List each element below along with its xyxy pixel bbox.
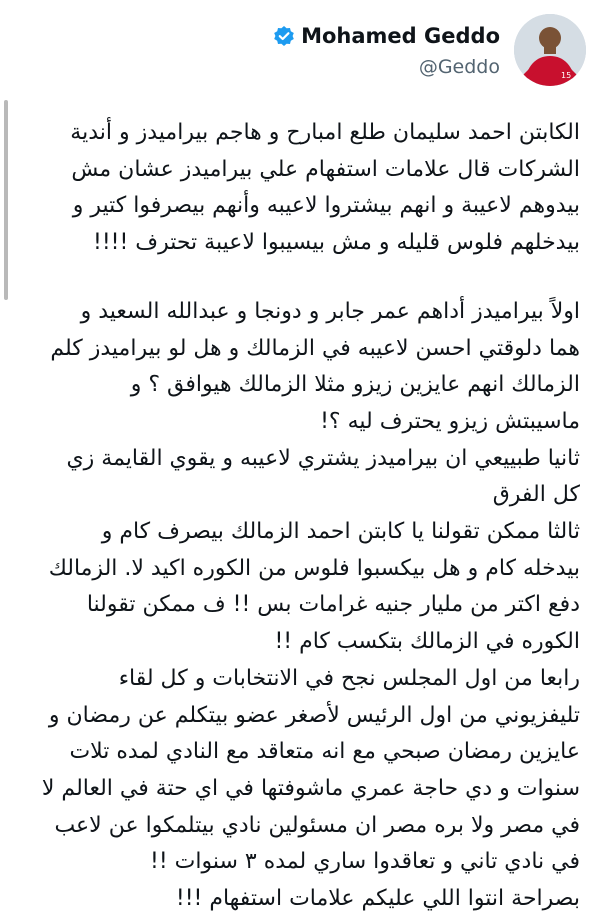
verified-badge-icon [273,25,295,47]
tweet-line: الشركات قال علامات استفهام علي بيراميدز عشان مش [71,156,580,182]
tweet-line: في نادي تاني و تعاقدوا ساري لمده ٣ سنوات !! [150,849,580,875]
player-avatar-icon [514,14,586,86]
tweet-line: هما دلوقتي احسن لاعيبه في الزمالك و هل لو بيراميدز كلم [50,335,580,361]
tweet-line: الزمالك انهم عايزين زيزو مثلا الزمالك هيوافق ؟ و [130,372,580,398]
author-avatar[interactable] [514,14,586,86]
tweet-line: الكابتن احمد سليمان طلع امبارح و هاجم بيراميدز و أندية [70,120,580,145]
paragraph-gap [20,262,580,294]
tweet-text [20,115,580,918]
tweet-line: دفع اكتر من مليار جنيه غرامات بس !! ف ممكن تقولنا [86,592,580,618]
author-name[interactable]: Mohamed Geddo [301,24,500,48]
tweet-line: عايزين رمضان صبحي مع انه متعاقد مع النادي لمده تلات [69,739,580,765]
tweet-line: بصراحة انتوا اللي عليكم علامات استفهام !!! [175,886,580,912]
tweet-line: الكوره في الزمالك بتكسب كام !! [274,629,580,655]
tweet-line: في مصر ولا بره مصر ان مسئولين نادي بيتلمكوا عن لاعب [54,812,580,838]
tweet-line: ماسيبتش زيزو يحترف ليه ؟! [320,408,580,434]
tweet-line: بيدخلهم فلوس قليله و مش بيسيبوا لاعيبة تحترف !!!! [93,230,580,256]
tweet-line: تليفزيوني من اول الرئيس لأصغر عضو بيتكلم عن رمضان و [48,702,580,728]
scrollbar[interactable] [4,100,8,300]
tweet-line: رابعا من اول المجلس نجح في الانتخابات و كل لقاء [118,665,580,691]
tweet-line: ثانيا طبييعي ان بيراميدز يشتري لاعيبه و يقوي القايمة زي [66,445,580,471]
tweet-line: سنوات و دي حاجة عمري ماشوفتها في اي حتة في العالم لا [41,775,580,801]
tweet-line: ثالثا ممكن تقولنا يا كابتن احمد الزمالك بيصرف كام و [101,519,580,545]
author-name-row [273,24,500,48]
jersey-number: 15 [561,71,572,80]
tweet-line: كل الفرق [492,482,580,508]
tweet-line: بيدوهم لاعيبة و انهم بيشتروا لاعيبه وأنهم بيصرفوا كتير و [72,193,580,219]
author-handle[interactable]: @Geddo [418,56,500,78]
tweet-header [0,0,600,100]
tweet-line: اولاً بيراميدز أداهم عمر جابر و دونجا و عبدالله السعيد و [80,298,580,324]
tweet-line: بيدخله كام و هل بيكسبوا فلوس من الكوره اكيد لا. الزمالك [48,555,580,581]
